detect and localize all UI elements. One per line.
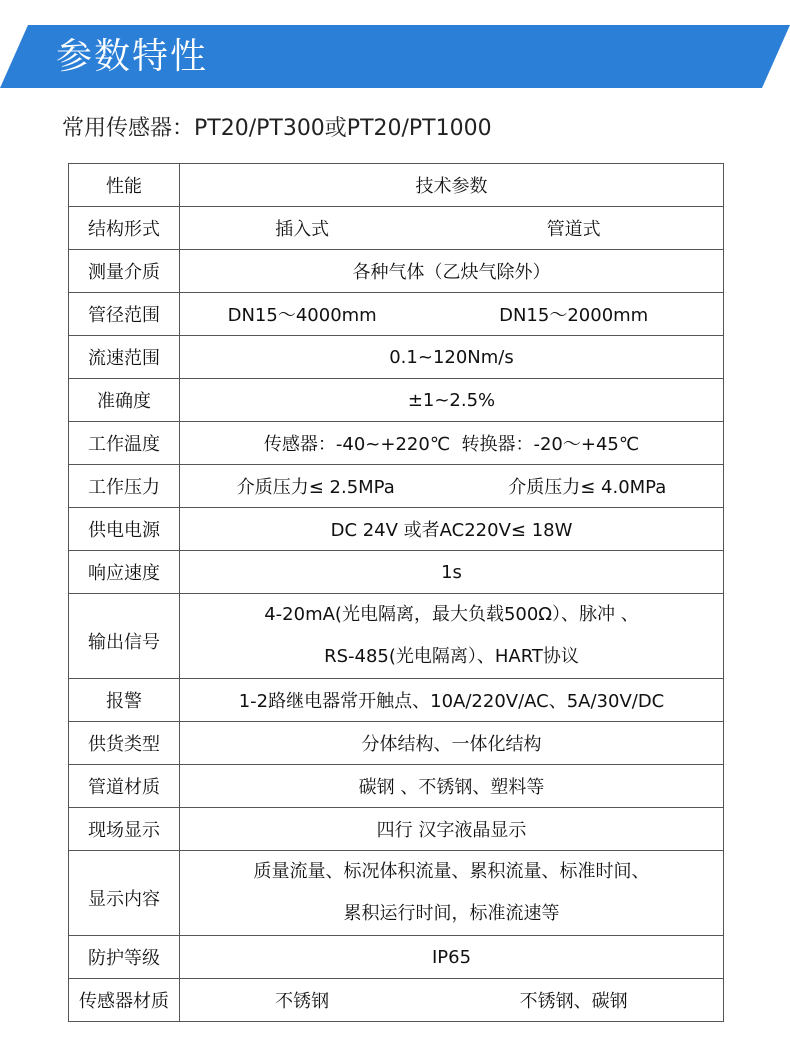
row-value: 1-2路继电器常开触点、10A/220V/AC、5A/30V/DC (180, 679, 724, 722)
row-value (180, 851, 724, 936)
header-value: 技术参数 (180, 164, 724, 207)
value-insertion: 插入式 (275, 219, 330, 240)
row-label: 测量介质 (69, 250, 180, 293)
row-value: 0.1~120Nm/s (180, 336, 724, 379)
row-value: IP65 (180, 936, 724, 979)
value-pipeline: 管道式 (546, 219, 601, 240)
row-label: 流速范围 (69, 336, 180, 379)
row-label (69, 851, 180, 936)
row-label: 管道材质 (69, 765, 180, 808)
table-row (69, 164, 724, 207)
table-row (69, 808, 724, 851)
row-value: 四行 汉字液晶显示 (180, 808, 724, 851)
table-row (69, 851, 724, 936)
row-label: 防护等级 (69, 936, 180, 979)
row-label: 现场显示 (69, 808, 180, 851)
table-row (69, 679, 724, 722)
value-b: 介质压力≤ 4.0MPa (508, 477, 667, 498)
display-content-line-2: 累积运行时间，标准流速等 (343, 903, 560, 924)
table-row (69, 979, 724, 1022)
value-a: 不锈钢 (275, 991, 330, 1012)
spec-table (68, 163, 724, 1022)
table-row (69, 594, 724, 679)
row-label-text: 显示内容 (88, 889, 160, 910)
row-label: 准确度 (69, 379, 180, 422)
row-label (69, 594, 180, 679)
table-row (69, 765, 724, 808)
row-value: 各种气体（乙炔气除外） (180, 250, 724, 293)
table-row (69, 293, 724, 336)
row-label: 报警 (69, 679, 180, 722)
value-b: DN15～2000mm (499, 305, 649, 326)
table-row (69, 336, 724, 379)
row-value (180, 979, 724, 1022)
banner-title: 参数特性 (56, 36, 209, 77)
section-banner (0, 25, 790, 88)
table-row (69, 422, 724, 465)
common-sensor-line: 常用传感器：PT20/PT300或PT20/PT1000 (62, 116, 492, 141)
row-value: DC 24V 或者AC220V≤ 18W (180, 508, 724, 551)
row-value (180, 465, 724, 508)
row-value: 分体结构、一体化结构 (180, 722, 724, 765)
row-label: 响应速度 (69, 551, 180, 594)
row-label-text: 输出信号 (88, 632, 160, 653)
output-line-2: RS-485(光电隔离）、HART协议 (324, 646, 579, 667)
row-value (180, 594, 724, 679)
table-row (69, 508, 724, 551)
row-value: 1s (180, 551, 724, 594)
value-b: 不锈钢、碳钢 (519, 991, 628, 1012)
table-row (69, 465, 724, 508)
output-line-1: 4-20mA(光电隔离，最大负载500Ω）、脉冲 、 (264, 604, 639, 625)
table-row (69, 207, 724, 250)
table-row (69, 250, 724, 293)
table-row (69, 722, 724, 765)
row-label: 供电电源 (69, 508, 180, 551)
row-label: 传感器材质 (69, 979, 180, 1022)
table-row (69, 936, 724, 979)
row-label: 供货类型 (69, 722, 180, 765)
row-value: 传感器：-40~+220℃ 转换器：-20～+45℃ (180, 422, 724, 465)
table-row (69, 551, 724, 594)
row-value (180, 207, 724, 250)
header-label: 性能 (69, 164, 180, 207)
row-value (180, 293, 724, 336)
row-label: 工作温度 (69, 422, 180, 465)
value-a: 介质压力≤ 2.5MPa (236, 477, 395, 498)
row-label: 管径范围 (69, 293, 180, 336)
value-a: DN15～4000mm (227, 305, 377, 326)
row-value: ±1~2.5% (180, 379, 724, 422)
row-value: 碳钢 、不锈钢、塑料等 (180, 765, 724, 808)
table-row (69, 379, 724, 422)
row-label: 结构形式 (69, 207, 180, 250)
row-label: 工作压力 (69, 465, 180, 508)
display-content-line-1: 质量流量、标况体积流量、累积流量、标准时间、 (253, 861, 650, 882)
